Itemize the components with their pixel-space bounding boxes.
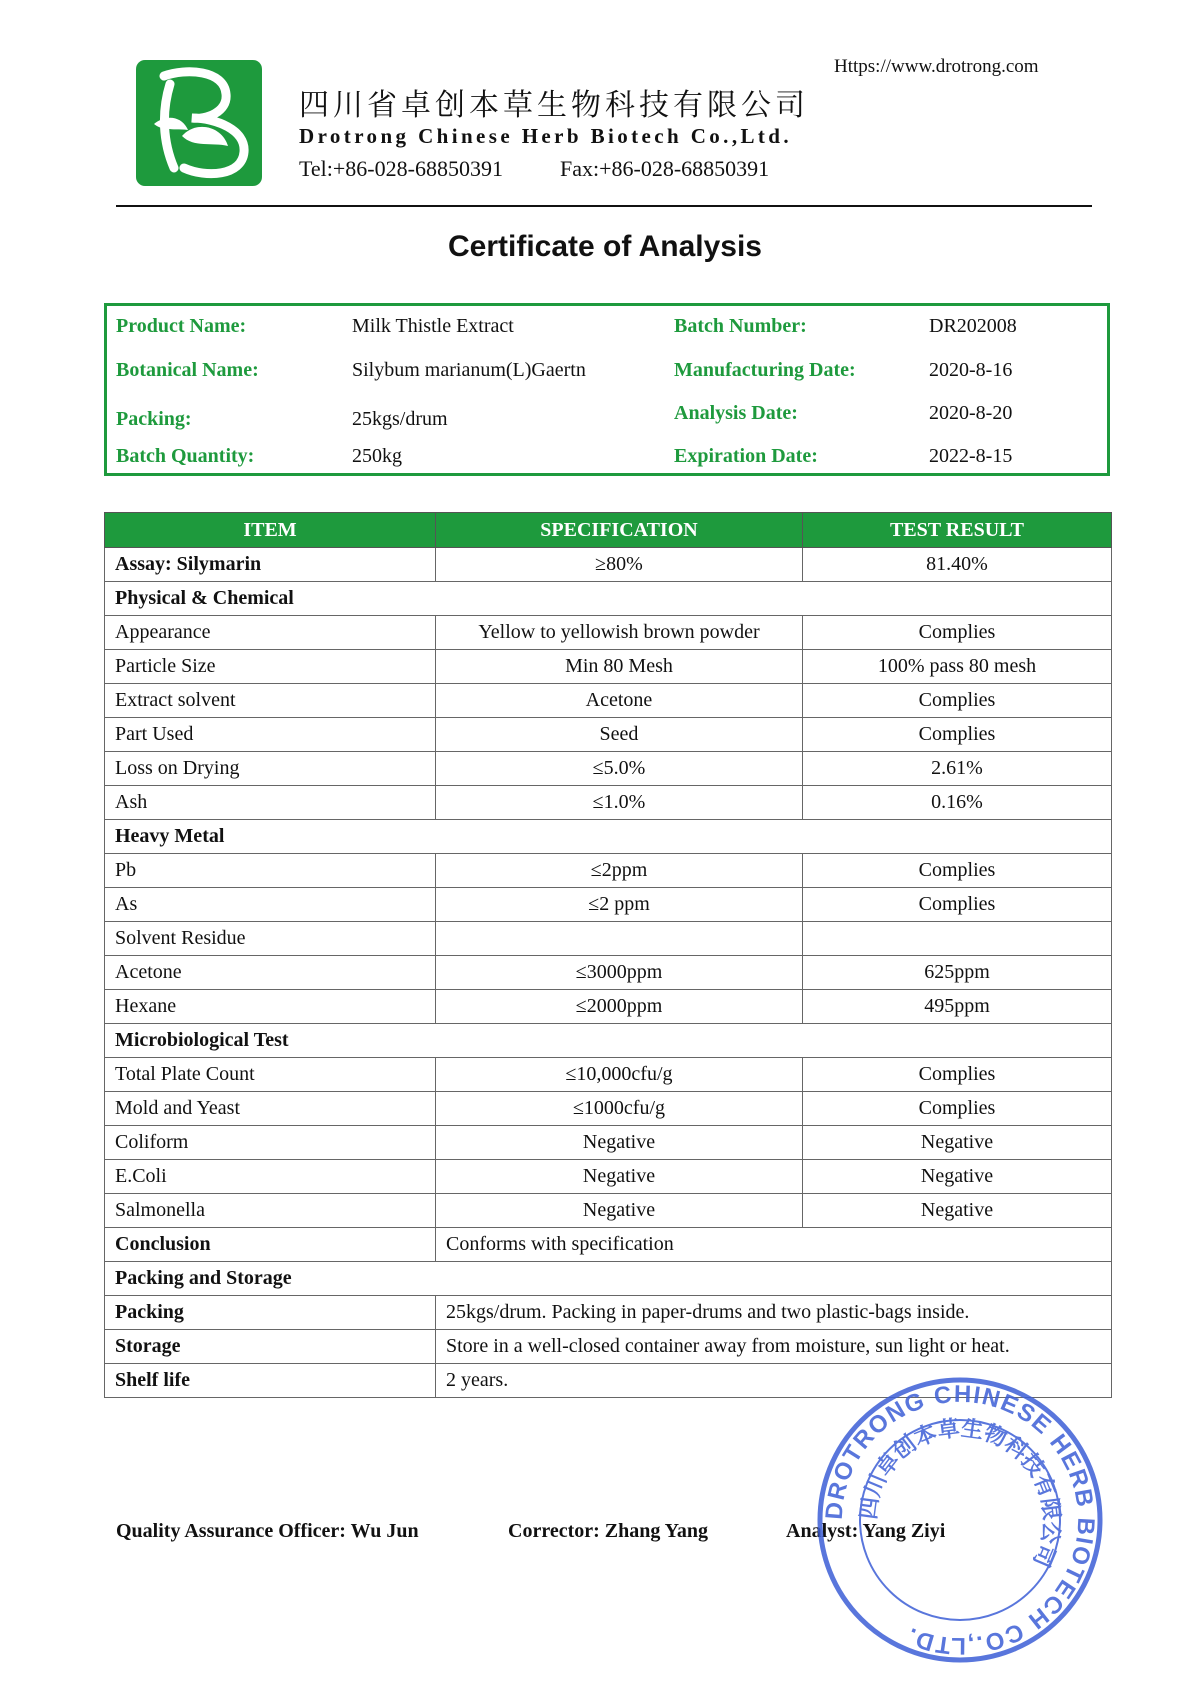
test-result-cell: Negative xyxy=(803,1126,1112,1160)
table-row xyxy=(105,718,1112,752)
test-result-cell: Complies xyxy=(803,718,1112,752)
item-cell: Solvent Residue xyxy=(105,922,436,956)
storage-row xyxy=(105,1330,1112,1364)
analysis-results-table xyxy=(104,512,1112,1398)
product-name-value: Milk Thistle Extract xyxy=(352,315,514,337)
test-result-cell: 81.40% xyxy=(803,548,1112,582)
stamp-inner-text: 四川卓创本草生物科技有限公司 xyxy=(856,1416,1064,1571)
expiration-date-value: 2022-8-15 xyxy=(929,445,1013,467)
test-result-cell: 2.61% xyxy=(803,752,1112,786)
specification-cell: ≤2 ppm xyxy=(436,888,803,922)
test-result-cell: 625ppm xyxy=(803,956,1112,990)
item-cell: Assay: Silymarin xyxy=(105,548,436,582)
table-row xyxy=(105,1160,1112,1194)
test-result-cell: Complies xyxy=(803,1058,1112,1092)
item-cell: Particle Size xyxy=(105,650,436,684)
column-header-item: ITEM xyxy=(105,513,436,548)
test-result-cell: Negative xyxy=(803,1194,1112,1228)
company-logo xyxy=(136,60,262,186)
item-cell: As xyxy=(105,888,436,922)
analyst-signature: Analyst: Yang Ziyi xyxy=(786,1520,946,1542)
specification-cell: Acetone xyxy=(436,684,803,718)
batch-number-label: Batch Number: xyxy=(674,315,807,337)
table-row xyxy=(105,786,1112,820)
specification-cell: Negative xyxy=(436,1160,803,1194)
specification-cell: ≤10,000cfu/g xyxy=(436,1058,803,1092)
table-row xyxy=(105,854,1112,888)
batch-quantity-label: Batch Quantity: xyxy=(116,445,255,467)
corrector-signature: Corrector: Zhang Yang xyxy=(508,1520,708,1542)
test-result-cell xyxy=(803,922,1112,956)
item-cell: Acetone xyxy=(105,956,436,990)
conclusion-row xyxy=(105,1228,1112,1262)
table-row xyxy=(105,956,1112,990)
test-result-cell: Complies xyxy=(803,854,1112,888)
item-cell: Salmonella xyxy=(105,1194,436,1228)
specification-cell: Min 80 Mesh xyxy=(436,650,803,684)
qa-officer-signature: Quality Assurance Officer: Wu Jun xyxy=(116,1520,419,1542)
item-cell: Hexane xyxy=(105,990,436,1024)
specification-cell: ≤5.0% xyxy=(436,752,803,786)
section-heading: Heavy Metal xyxy=(105,820,1112,854)
test-result-cell: Complies xyxy=(803,684,1112,718)
item-cell: E.Coli xyxy=(105,1160,436,1194)
item-cell: Pb xyxy=(105,854,436,888)
section-heading: Physical & Chemical xyxy=(105,582,1112,616)
item-cell: Part Used xyxy=(105,718,436,752)
section-row xyxy=(105,1262,1112,1296)
table-row xyxy=(105,1092,1112,1126)
table-row xyxy=(105,1126,1112,1160)
stamp-inner-ring xyxy=(860,1420,1060,1620)
test-result-cell: 100% pass 80 mesh xyxy=(803,650,1112,684)
packing-value: 25kgs/drum xyxy=(352,408,448,430)
leaf-b-logo-icon xyxy=(136,60,262,186)
company-seal-stamp xyxy=(810,1370,1110,1670)
header-divider xyxy=(116,205,1092,207)
table-row xyxy=(105,650,1112,684)
table-row xyxy=(105,548,1112,582)
batch-quantity-value: 250kg xyxy=(352,445,402,467)
table-row xyxy=(105,1058,1112,1092)
expiration-date-label: Expiration Date: xyxy=(674,445,818,467)
storage-row-label: Storage xyxy=(105,1330,436,1364)
shelf-life-value: 2 years. xyxy=(436,1364,1112,1398)
analysis-date-label: Analysis Date: xyxy=(674,402,798,424)
section-row xyxy=(105,1024,1112,1058)
specification-cell: ≤2ppm xyxy=(436,854,803,888)
item-cell: Appearance xyxy=(105,616,436,650)
storage-row-value: Store in a well-closed container away from moisture, sun light or heat. xyxy=(436,1330,1112,1364)
stamp-outer-text: DROTRONG CHINESE HERB BIOTECH CO.,LTD. xyxy=(820,1380,1100,1660)
specification-cell: Seed xyxy=(436,718,803,752)
item-cell: Mold and Yeast xyxy=(105,1092,436,1126)
table-row xyxy=(105,616,1112,650)
specification-cell: ≤1.0% xyxy=(436,786,803,820)
analysis-date-value: 2020-8-20 xyxy=(929,402,1013,424)
telephone: Tel:+86-028-68850391 xyxy=(299,156,503,181)
table-row xyxy=(105,990,1112,1024)
section-row xyxy=(105,582,1112,616)
packing-storage-heading: Packing and Storage xyxy=(105,1262,1112,1296)
specification-cell: ≤3000ppm xyxy=(436,956,803,990)
manufacturing-date-value: 2020-8-16 xyxy=(929,359,1013,381)
packing-row xyxy=(105,1296,1112,1330)
conclusion-label: Conclusion xyxy=(105,1228,436,1262)
botanical-name-value: Silybum marianum(L)Gaertn xyxy=(352,359,586,381)
table-row xyxy=(105,922,1112,956)
specification-cell: Negative xyxy=(436,1194,803,1228)
table-header-row xyxy=(105,513,1112,548)
specification-cell: ≤1000cfu/g xyxy=(436,1092,803,1126)
company-name-chinese: 四川省卓创本草生物科技有限公司 xyxy=(299,88,809,123)
test-result-cell: 495ppm xyxy=(803,990,1112,1024)
fax: Fax:+86-028-68850391 xyxy=(560,156,770,181)
item-cell: Loss on Drying xyxy=(105,752,436,786)
botanical-name-label: Botanical Name: xyxy=(116,359,259,381)
specification-cell xyxy=(436,922,803,956)
manufacturing-date-label: Manufacturing Date: xyxy=(674,359,856,381)
company-name-english: Drotrong Chinese Herb Biotech Co.,Ltd. xyxy=(299,124,792,148)
table-row xyxy=(105,1194,1112,1228)
test-result-cell: Negative xyxy=(803,1160,1112,1194)
column-header-specification: SPECIFICATION xyxy=(436,513,803,548)
specification-cell: ≥80% xyxy=(436,548,803,582)
item-cell: Coliform xyxy=(105,1126,436,1160)
batch-number-value: DR202008 xyxy=(929,315,1017,337)
test-result-cell: Complies xyxy=(803,1092,1112,1126)
website-url: Https://www.drotrong.com xyxy=(834,56,1039,77)
shelf-life-label: Shelf life xyxy=(105,1364,436,1398)
item-cell: Extract solvent xyxy=(105,684,436,718)
section-row xyxy=(105,820,1112,854)
test-result-cell: Complies xyxy=(803,616,1112,650)
test-result-cell: Complies xyxy=(803,888,1112,922)
packing-row-label: Packing xyxy=(105,1296,436,1330)
specification-cell: ≤2000ppm xyxy=(436,990,803,1024)
document-title: Certificate of Analysis xyxy=(448,230,762,263)
item-cell: Ash xyxy=(105,786,436,820)
conclusion-value: Conforms with specification xyxy=(436,1228,1112,1262)
results-table-body xyxy=(105,548,1112,1228)
item-cell: Total Plate Count xyxy=(105,1058,436,1092)
packing-label: Packing: xyxy=(116,408,192,430)
section-heading: Microbiological Test xyxy=(105,1024,1112,1058)
table-row xyxy=(105,684,1112,718)
table-row xyxy=(105,752,1112,786)
specification-cell: Negative xyxy=(436,1126,803,1160)
packing-row-value: 25kgs/drum. Packing in paper-drums and two plastic-bags inside. xyxy=(436,1296,1112,1330)
test-result-cell: 0.16% xyxy=(803,786,1112,820)
specification-cell: Yellow to yellowish brown powder xyxy=(436,616,803,650)
column-header-test-result: TEST RESULT xyxy=(803,513,1112,548)
product-name-label: Product Name: xyxy=(116,315,247,337)
table-row xyxy=(105,888,1112,922)
